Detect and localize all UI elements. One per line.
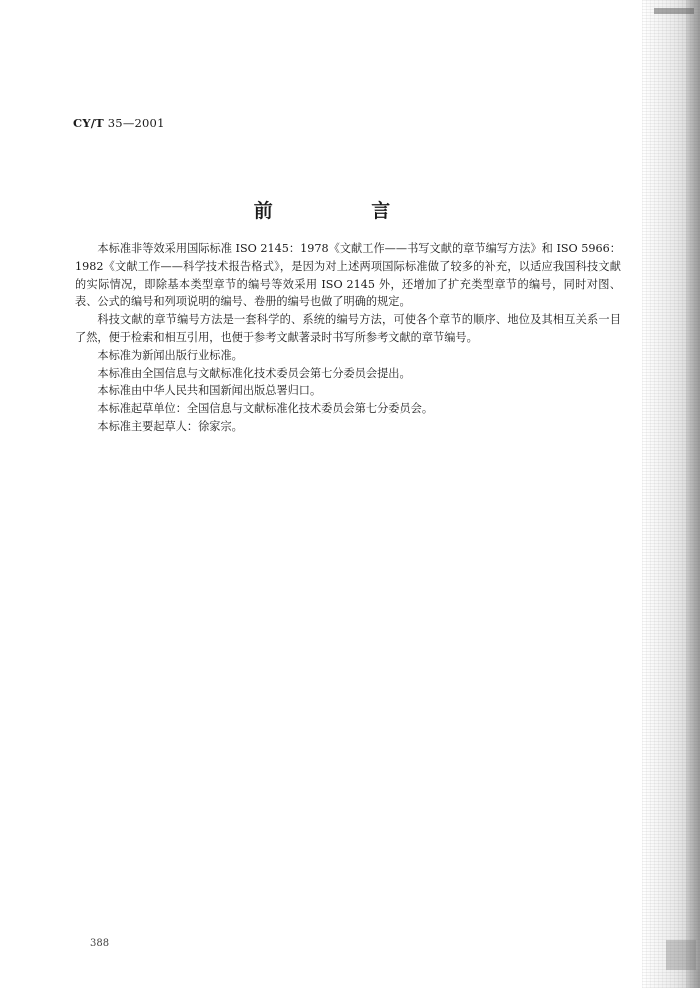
page-title: 前 言 [253,200,437,222]
paragraph-drafter: 本标准主要起草人：徐家宗。 [97,419,243,433]
paragraph-adoption: 本标准非等效采用国际标准 ISO 2145：1978《文献工作——书写文献的章节编写方法》和 ISO 5966：1982《文献工作——科学技术报告格式》，是因为对上述两项国际标准做了较多的补充，以适应我国科技文献的实际情况，即除基本类型章节的编号等效采用 ISO 2145 外，还增加了扩充类型章节的编号，同时对图、表、公式的编号和列项说明的编号、卷册的编号也做了明确的规定。 [75,242,621,309]
paragraph-proposer: 本标准由全国信息与文献标准化技术委员会第七分委员会提出。 [97,366,411,380]
page-number: 388 [90,938,110,949]
foreword-body [75,240,621,436]
scan-edge-binding [686,0,700,988]
paragraph-drafting-unit: 本标准起草单位：全国信息与文献标准化技术委员会第七分委员会。 [97,402,434,416]
scan-mark-bottom [666,940,696,970]
scan-mark-top [654,8,694,14]
standard-number: 35—2001 [107,116,165,130]
paragraph-purpose: 科技文献的章节编号方法是一套科学的、系统的编号方法，可使各个章节的顺序、地位及其相互关系一目了然，便于检索和相互引用，也便于参考文献著录时书写所参考文献的章节编号。 [75,313,621,344]
page-header [73,116,165,130]
standard-code: CY/T [73,116,104,130]
paragraph-industry-standard: 本标准为新闻出版行业标准。 [97,348,243,362]
paragraph-administrator: 本标准由中华人民共和国新闻出版总署归口。 [97,384,322,398]
